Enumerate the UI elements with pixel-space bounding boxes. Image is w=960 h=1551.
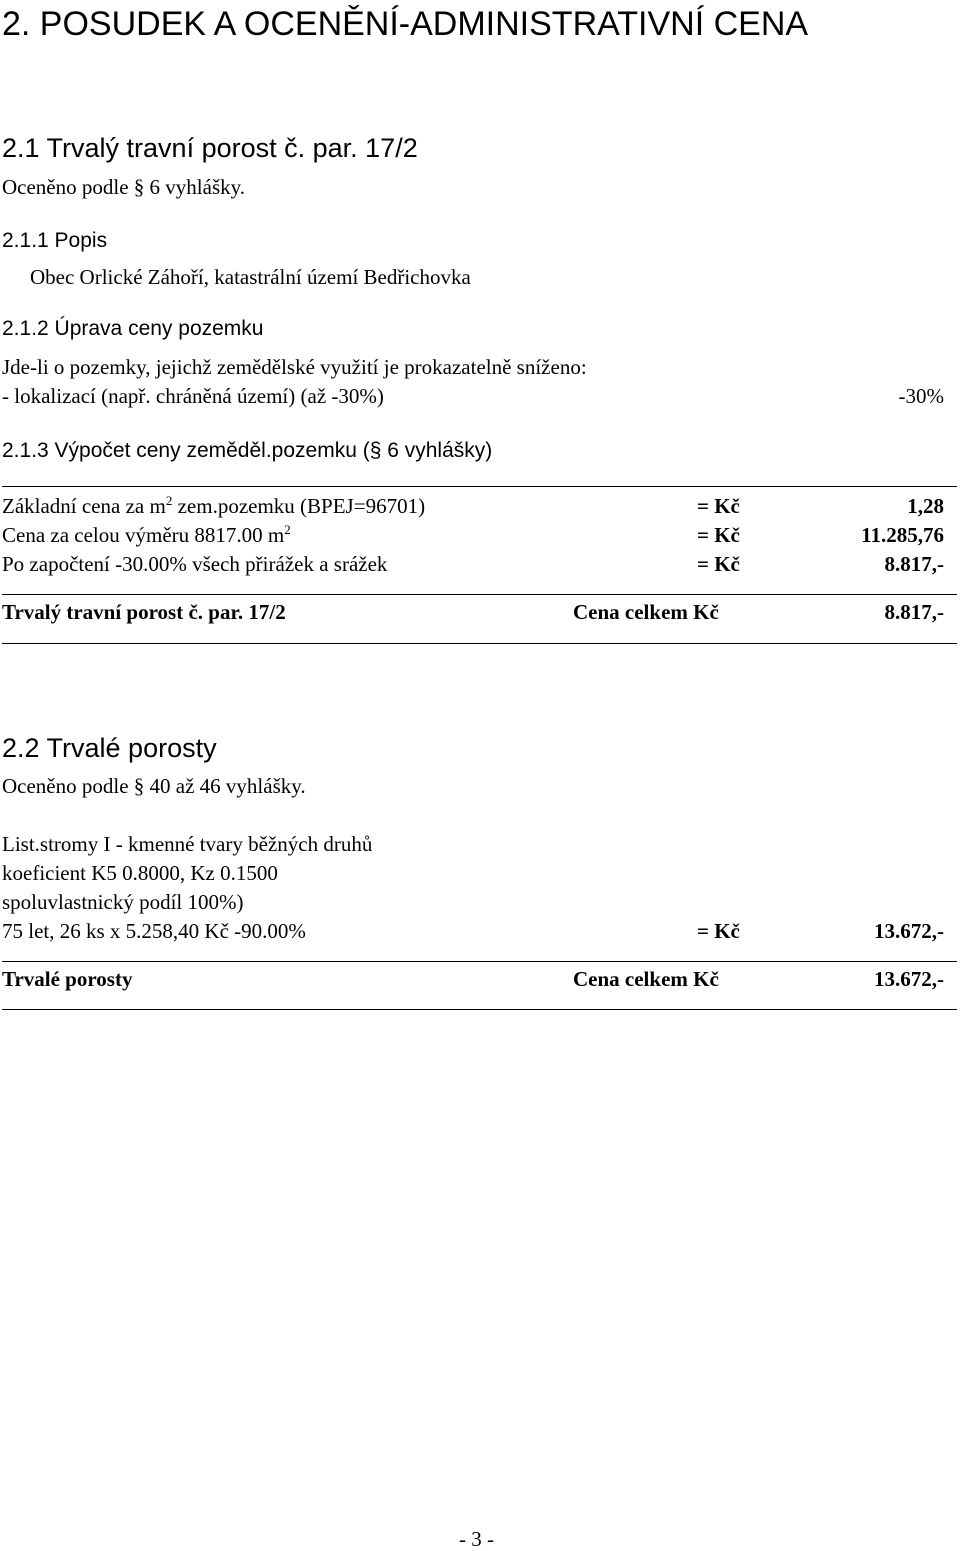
subsection-heading-2-1-3: 2.1.3 Výpočet ceny zeměděl.pozemku (§ 6 vyhlášky) xyxy=(2,439,493,462)
total-mid-label: Cena celkem Kč xyxy=(573,600,719,624)
calc-row-label: Základní cena za $m^2$ zem.pozemku (BPEJ=96701) xyxy=(2,492,426,518)
description-text: Obec Orlické Záhoří, katastrální území Bedřichovka xyxy=(30,265,471,289)
calc-row-label: 75 let, 26 ks x 5.258,40 Kč -90.00% xyxy=(2,919,306,943)
total-label: Trvalý travní porost č. par. 17/2 xyxy=(2,600,286,624)
calc-row-currency: = Kč xyxy=(697,919,740,943)
tree-description-line: spoluvlastnický podíl 100%) xyxy=(2,890,244,914)
subsection-heading-2-1-1: 2.1.1 Popis xyxy=(2,229,108,252)
calc-row-currency: = Kč xyxy=(697,494,740,518)
valuation-basis-text: Oceněno podle § 40 až 46 vyhlášky. xyxy=(2,774,306,798)
adjustment-value: -30% xyxy=(898,384,944,408)
section-heading-2-1: 2.1 Trvalý travní porost č. par. 17/2 xyxy=(2,133,418,163)
calc-row-label: Po započtení -30.00% všech přirážek a srážek xyxy=(2,552,388,576)
calc-row-currency: = Kč xyxy=(697,552,740,576)
divider-line xyxy=(2,594,957,595)
calc-row-value: 8.817,- xyxy=(884,552,944,576)
calc-row-value: 13.672,- xyxy=(874,919,944,943)
divider-line xyxy=(2,486,957,487)
page-number: - 3 - xyxy=(459,1527,494,1551)
calc-row-value: 1,28 xyxy=(907,494,944,518)
subsection-heading-2-1-2: 2.1.2 Úprava ceny pozemku xyxy=(2,317,264,340)
calc-row-value: 11.285,76 xyxy=(861,523,944,547)
divider-line xyxy=(2,643,957,644)
divider-line xyxy=(2,961,957,962)
section-heading-2-2: 2.2 Trvalé porosty xyxy=(2,733,217,763)
adjustment-text-line-2: - lokalizací (např. chráněná území) (až -30%) xyxy=(2,384,384,408)
tree-description-line: List.stromy I - kmenné tvary běžných druhů xyxy=(2,832,373,856)
adjustment-text-line-1: Jde-li o pozemky, jejichž zemědělské využití je prokazatelně sníženo: xyxy=(2,355,587,379)
calc-row-currency: = Kč xyxy=(697,523,740,547)
total-label: Trvalé porosty xyxy=(2,967,133,991)
total-value: 8.817,- xyxy=(884,600,944,624)
page-title: 2. POSUDEK A OCENĚNÍ-ADMINISTRATIVNÍ CENA xyxy=(2,5,809,43)
divider-line xyxy=(2,1009,957,1010)
calc-row-label: Cena za celou výměru 8817.00 $m^2$ xyxy=(2,521,291,547)
valuation-basis-text: Oceněno podle § 6 vyhlášky. xyxy=(2,175,245,199)
tree-description-line: koeficient K5 0.8000, Kz 0.1500 xyxy=(2,861,278,885)
total-mid-label: Cena celkem Kč xyxy=(573,967,719,991)
total-value: 13.672,- xyxy=(874,967,944,991)
